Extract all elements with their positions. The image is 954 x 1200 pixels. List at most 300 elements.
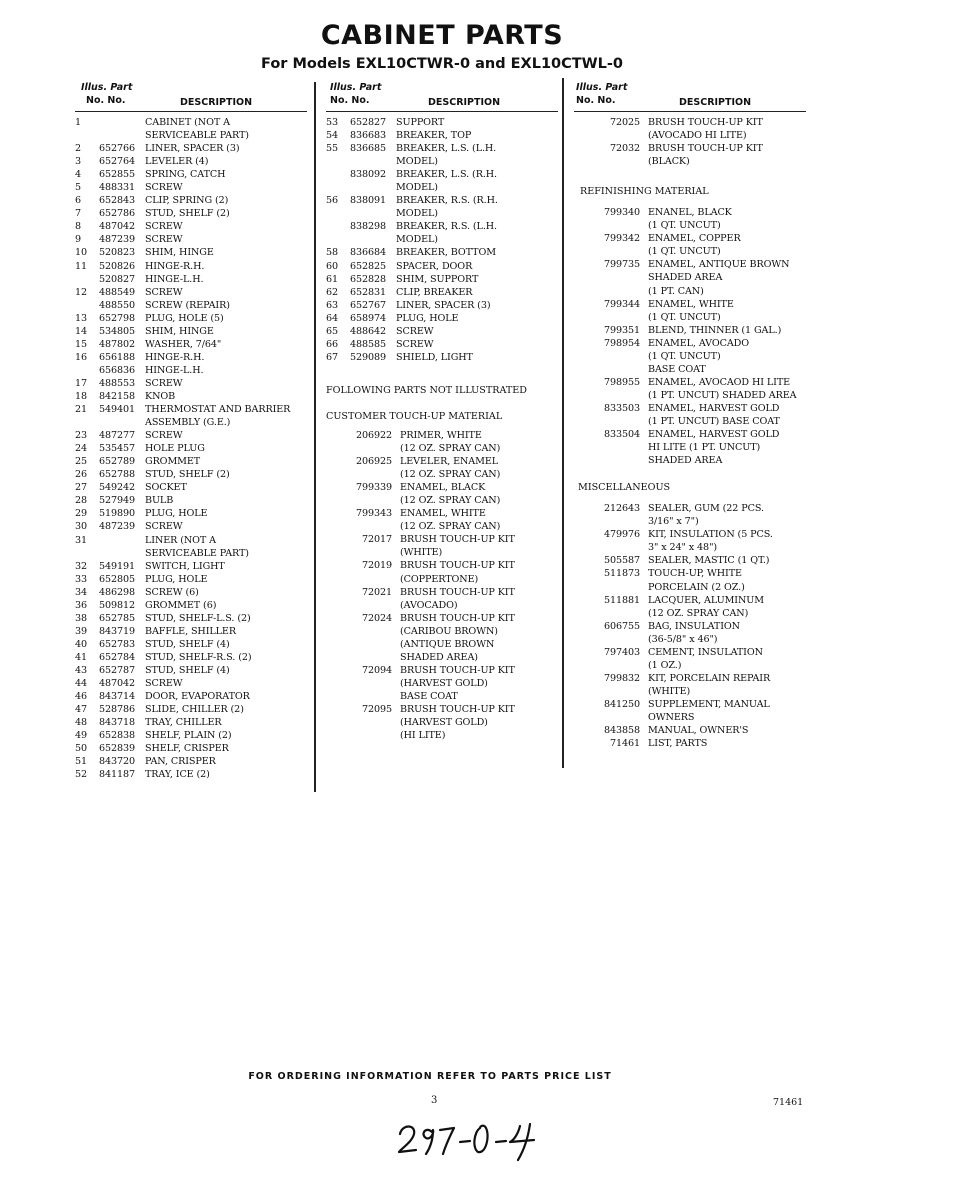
parts-list-item (574, 376, 806, 402)
illus-number: 65 (326, 325, 339, 337)
part-description-line: CEMENT, INSULATION (648, 646, 763, 658)
part-number: 797403 (603, 646, 640, 658)
part-description (648, 428, 779, 467)
parts-list-item (75, 455, 307, 468)
part-description (648, 594, 764, 620)
part-description-line: LACQUER, ALUMINUM (648, 594, 764, 606)
part-description (396, 246, 496, 259)
part-description-line: (HI LITE) (400, 730, 446, 742)
illus-number: 18 (75, 390, 88, 402)
part-number: 833504 (603, 429, 640, 441)
part-number: 212643 (603, 503, 640, 515)
column-header-row: No. No. DESCRIPTION (574, 95, 806, 112)
part-description (400, 455, 500, 481)
parts-list-item (574, 298, 806, 324)
part-number: 652825 (349, 260, 386, 272)
part-description-line: MANUAL, OWNER'S (648, 725, 749, 737)
document-number: 71461 (773, 1097, 804, 1108)
part-description (145, 312, 224, 325)
illus-number: 25 (75, 456, 88, 468)
part-description-line: ENAMEL, WHITE (648, 298, 734, 310)
parts-list-item (75, 573, 307, 586)
part-description (145, 481, 187, 494)
part-description (145, 390, 175, 403)
part-description-line: SCREW (145, 234, 183, 246)
part-description-line: (1 QT. UNCUT) (648, 220, 721, 232)
illus-number: 17 (75, 377, 88, 389)
illus-number: 67 (326, 351, 339, 363)
part-description (145, 299, 230, 312)
part-number: 479976 (603, 529, 640, 541)
illus-number: 13 (75, 312, 88, 324)
part-number: 652788 (98, 469, 135, 481)
part-description-line: (CARIBOU BROWN) (400, 625, 498, 637)
parts-list-item (75, 481, 307, 494)
part-number: 652766 (98, 143, 135, 155)
part-description-line: PLUG, HOLE (5) (145, 312, 224, 324)
part-description-line: BRUSH TOUCH-UP KIT (400, 703, 515, 715)
parts-list-item (574, 402, 806, 428)
parts-list-item (75, 442, 307, 455)
part-description (648, 116, 763, 142)
illus-number: 7 (75, 208, 82, 220)
parts-list-item (75, 260, 307, 273)
part-description-line: (HARVEST GOLD) (400, 677, 488, 689)
part-number: 652789 (98, 456, 135, 468)
parts-list-item (75, 560, 307, 573)
part-description (648, 206, 732, 232)
illus-number: 14 (75, 325, 88, 337)
parts-list-item (326, 533, 558, 559)
part-description-line: BAFFLE, SHILLER (145, 625, 236, 637)
part-description-line: BAG, INSULATION (648, 620, 740, 632)
part-description (145, 690, 250, 703)
part-description-line: ENAMEL, BLACK (400, 482, 486, 494)
part-description (400, 507, 500, 533)
part-description-line: SEALER, MASTIC (1 QT.) (648, 555, 770, 567)
parts-list-item (326, 507, 558, 533)
parts-list-item (75, 716, 307, 729)
part-number: 841187 (98, 769, 135, 781)
illus-number: 61 (326, 273, 339, 285)
part-number: 652784 (98, 651, 135, 663)
part-description (396, 338, 434, 351)
part-description-line: SHIM, SUPPORT (396, 273, 479, 285)
part-description-line: LEVELER, ENAMEL (400, 456, 499, 468)
part-description-line: KIT, PORCELAIN REPAIR (648, 672, 771, 684)
part-description-line: (WHITE) (648, 685, 691, 697)
illus-number: 41 (75, 651, 88, 663)
illus-number: 24 (75, 443, 88, 455)
part-number: 843719 (98, 625, 135, 637)
part-number: 836685 (349, 143, 386, 155)
part-description-line: SPACER, DOOR (396, 260, 473, 272)
parts-list-item (574, 528, 806, 554)
part-description (648, 554, 769, 567)
part-number: 652767 (349, 299, 386, 311)
part-description (400, 586, 515, 612)
part-description (400, 481, 500, 507)
part-description-line: (12 OZ. SPRAY CAN) (400, 443, 501, 455)
part-description-line: STUD, SHELF-L.S. (2) (145, 612, 251, 624)
part-number: 487277 (98, 430, 135, 442)
part-number: 838092 (349, 169, 386, 181)
illus-number: 29 (75, 508, 88, 520)
part-description (648, 376, 796, 402)
part-description-line: THERMOSTAT AND BARRIER (145, 404, 291, 416)
part-description-line: BRUSH TOUCH-UP KIT (400, 586, 515, 598)
part-description (400, 559, 515, 585)
part-description-line: SCREW (396, 325, 434, 337)
part-description (145, 612, 251, 625)
illus-number: 21 (75, 404, 88, 416)
illus-number: 28 (75, 495, 88, 507)
part-number: 206922 (355, 429, 392, 441)
part-description (145, 560, 225, 573)
part-description (648, 620, 740, 646)
part-description (145, 168, 225, 181)
part-description-line: HINGE-R.H. (145, 351, 205, 363)
part-number: 652805 (98, 573, 135, 585)
part-description-line: (1 QT. UNCUT) (648, 311, 721, 323)
part-description-line: HI LITE (1 PT. UNCUT) (648, 442, 761, 454)
part-description-line: BREAKER, BOTTOM (396, 247, 496, 259)
part-description (145, 429, 183, 442)
part-description-line: CLIP, BREAKER (396, 286, 473, 298)
part-description-line: (1 PT. UNCUT) SHADED AREA (648, 389, 797, 401)
part-description (145, 325, 214, 338)
part-description (648, 502, 764, 528)
part-number: 652831 (349, 286, 386, 298)
part-description (396, 116, 444, 129)
part-description-line: STUD, SHELF (2) (145, 469, 230, 481)
part-description (648, 698, 770, 724)
part-description (145, 286, 183, 299)
part-description (145, 716, 222, 729)
part-description (396, 299, 490, 312)
parts-list-item (574, 502, 806, 528)
part-description-line: (1 QT. UNCUT) (648, 246, 721, 258)
part-description-line: SHIELD, LIGHT (396, 351, 473, 363)
part-description-line: SHIM, HINGE (145, 325, 214, 337)
illus-number: 64 (326, 312, 339, 324)
part-description (145, 220, 183, 233)
part-description-line: (36-5/8" x 46") (648, 633, 718, 645)
column-header-illus-part: Illus. Part (576, 82, 628, 93)
part-number: 799340 (603, 207, 640, 219)
part-description (145, 468, 230, 481)
parts-list-item (574, 672, 806, 698)
part-description (396, 194, 498, 220)
part-description (145, 703, 244, 716)
illus-number: 51 (75, 756, 88, 768)
part-description (396, 220, 497, 246)
parts-list-item (75, 312, 307, 325)
part-number: 488549 (98, 286, 135, 298)
part-description-line: 3" x 24" x 48") (648, 542, 718, 554)
parts-list-item (574, 646, 806, 672)
part-number: 799832 (603, 672, 640, 684)
part-number: 72095 (361, 703, 392, 715)
part-number: 528786 (98, 704, 135, 716)
part-description-line: MODEL) (396, 208, 438, 220)
part-number: 71461 (609, 738, 640, 750)
part-description-line: PLUG, HOLE (396, 312, 459, 324)
part-description-line: SCREW (396, 338, 434, 350)
illus-number: 32 (75, 560, 88, 572)
parts-list-item (574, 142, 806, 168)
part-description (145, 442, 205, 455)
part-description (145, 520, 183, 533)
part-description (145, 664, 230, 677)
parts-list-item (326, 429, 558, 455)
part-description-line: BRUSH TOUCH-UP KIT (648, 143, 763, 155)
part-number: 652843 (98, 195, 135, 207)
illus-number: 31 (75, 534, 88, 546)
part-description (648, 324, 781, 337)
illus-number: 8 (75, 221, 82, 233)
parts-list-item (75, 116, 307, 142)
illus-number: 36 (75, 599, 88, 611)
parts-list-item (75, 507, 307, 520)
part-description-line: BLEND, THINNER (1 GAL.) (648, 324, 782, 336)
parts-list (574, 502, 806, 750)
part-description-line: SERVICEABLE PART) (145, 130, 249, 142)
part-description (648, 142, 763, 168)
parts-list (326, 116, 558, 364)
part-number: 843720 (98, 756, 135, 768)
parts-list (574, 206, 806, 467)
parts-list-item (326, 273, 558, 286)
parts-list-item (75, 286, 307, 299)
part-description-line: ENAMEL, COPPER (648, 233, 741, 245)
parts-list-item (75, 364, 307, 377)
part-description (648, 724, 748, 737)
part-description (396, 325, 434, 338)
part-description (145, 233, 183, 246)
parts-list-item (574, 116, 806, 142)
part-description-line: (1 PT. UNCUT) BASE COAT (648, 415, 780, 427)
part-description (145, 742, 229, 755)
part-number: 652783 (98, 638, 135, 650)
illus-number: 27 (75, 482, 88, 494)
part-description (400, 533, 515, 559)
part-description-line: (1 QT. UNCUT) (648, 350, 721, 362)
part-number: 799339 (355, 482, 392, 494)
part-number: 836683 (349, 130, 386, 142)
part-description (648, 567, 745, 593)
part-number: 487042 (98, 678, 135, 690)
column-header-row: No. No. DESCRIPTION (326, 95, 558, 112)
part-description-line: (1 PT. CAN) (648, 285, 704, 297)
part-description-line: GROMMET (145, 456, 201, 468)
part-description (145, 768, 210, 781)
part-description-line: ENANEL, BLACK (648, 207, 732, 219)
part-description-line: SWITCH, LIGHT (145, 560, 225, 572)
part-description-line: BRUSH TOUCH-UP KIT (400, 534, 515, 546)
part-description-line: (AVOCADO) (400, 599, 458, 611)
parts-list-item (574, 324, 806, 337)
part-number: 843858 (603, 725, 640, 737)
part-description-line: (BLACK) (648, 156, 690, 168)
parts-list-item (75, 468, 307, 481)
part-number: 72025 (609, 117, 640, 128)
part-description (145, 403, 290, 429)
column-divider-2 (562, 78, 564, 768)
part-description (396, 312, 458, 325)
parts-list-item (574, 554, 806, 567)
parts-list-item (326, 142, 558, 168)
part-description (400, 612, 515, 664)
part-number: 652855 (98, 169, 135, 181)
parts-list-item (574, 698, 806, 724)
part-number: 549191 (98, 560, 135, 572)
parts-list-item (574, 258, 806, 297)
parts-list-item (326, 612, 558, 664)
part-description-line: BULB (145, 495, 174, 507)
parts-list-item (574, 232, 806, 258)
column-divider-1 (314, 82, 316, 792)
part-number: 72021 (361, 586, 392, 598)
ordering-information-note: FOR ORDERING INFORMATION REFER TO PARTS PRICE LIST (248, 1071, 612, 1082)
illus-number: 63 (326, 299, 339, 311)
part-number: 487802 (98, 338, 135, 350)
part-description (145, 207, 230, 220)
part-description (648, 672, 770, 698)
part-description-line: WASHER, 7/64" (145, 338, 222, 350)
parts-list-item (75, 181, 307, 194)
part-number: 505587 (603, 555, 640, 567)
part-description (648, 646, 763, 672)
part-description (145, 116, 249, 142)
part-description (145, 534, 249, 560)
part-description-line: PRIMER, WHITE (400, 429, 482, 441)
part-description-line: SCREW (145, 221, 183, 233)
part-description-line: (HARVEST GOLD) (400, 717, 488, 729)
part-description (648, 258, 789, 297)
illus-number: 2 (75, 143, 82, 155)
parts-list-item (574, 206, 806, 232)
part-description-line: LEVELER (4) (145, 156, 209, 168)
part-description-line: SCREW (145, 521, 183, 533)
part-description-line: STUD, SHELF (2) (145, 208, 230, 220)
part-number: 652828 (349, 273, 386, 285)
parts-list-item (75, 233, 307, 246)
parts-list-item (75, 768, 307, 781)
part-description (145, 729, 232, 742)
parts-list-item (75, 612, 307, 625)
parts-list-item (75, 429, 307, 442)
parts-list-item (75, 220, 307, 233)
part-description (145, 260, 204, 273)
part-description-line: (COPPERTONE) (400, 573, 479, 585)
part-description-line: PAN, CRISPER (145, 756, 216, 768)
parts-list-item (326, 325, 558, 338)
parts-list-item (75, 586, 307, 599)
parts-list-item (326, 455, 558, 481)
column-header-illus-part: Illus. Part (330, 82, 382, 93)
illus-number: 1 (75, 117, 82, 128)
part-description (648, 402, 780, 428)
parts-list-item (326, 246, 558, 259)
illus-number: 12 (75, 286, 88, 298)
parts-list (326, 429, 558, 742)
parts-list-item (326, 586, 558, 612)
part-number: 527949 (98, 495, 135, 507)
part-description-line: SLIDE, CHILLER (2) (145, 704, 244, 716)
parts-list-item (326, 312, 558, 325)
section-heading-not-illustrated: FOLLOWING PARTS NOT ILLUSTRATED (326, 384, 527, 396)
part-number: 799342 (603, 233, 640, 245)
section-heading-refinishing: REFINISHING MATERIAL (580, 186, 709, 198)
part-number: 606755 (603, 620, 640, 632)
illus-number: 46 (75, 691, 88, 703)
part-description-line: LINER (NOT A (145, 534, 217, 546)
part-description (396, 129, 471, 142)
part-number: 798955 (603, 376, 640, 388)
part-number: 72019 (361, 560, 392, 572)
part-description-line: LIST, PARTS (648, 738, 708, 750)
illus-number: 26 (75, 469, 88, 481)
part-description-line: OWNERS (648, 711, 695, 723)
parts-list-item (574, 428, 806, 467)
part-number: 487239 (98, 521, 135, 533)
part-number: 520826 (98, 260, 135, 272)
parts-list-item (75, 390, 307, 403)
illus-number: 33 (75, 573, 88, 585)
part-description-line: (WHITE) (400, 547, 443, 559)
illus-number: 23 (75, 430, 88, 442)
parts-column-1 (75, 82, 307, 781)
part-number: 652798 (98, 312, 135, 324)
part-number: 799343 (355, 508, 392, 520)
part-description-line: BREAKER, L.S. (L.H. (396, 143, 497, 155)
part-description-line: MODEL) (396, 156, 438, 168)
part-description-line: ENAMEL, AVOCADO (648, 337, 750, 349)
parts-list-item (75, 194, 307, 207)
part-number: 652839 (98, 743, 135, 755)
part-description (396, 273, 478, 286)
illus-number: 49 (75, 730, 88, 742)
part-description-line: CABINET (NOT A (145, 117, 230, 128)
part-description (145, 507, 207, 520)
parts-list-item (75, 273, 307, 286)
parts-list-item (75, 338, 307, 351)
illus-number: 66 (326, 338, 339, 350)
parts-list-item (326, 260, 558, 273)
illus-number: 5 (75, 182, 82, 194)
part-description-line: BRUSH TOUCH-UP KIT (400, 664, 515, 676)
part-number: 843714 (98, 691, 135, 703)
part-description (145, 377, 183, 390)
part-description-line: SUPPORT (396, 117, 445, 128)
illus-number: 34 (75, 586, 88, 598)
part-number: 549401 (98, 404, 135, 416)
part-description-line: SERVICEABLE PART) (145, 547, 249, 559)
part-description-line: SCREW (6) (145, 586, 199, 598)
part-description (145, 351, 204, 364)
illus-number: 10 (75, 247, 88, 259)
parts-list-item (326, 168, 558, 194)
page-subtitle: For Models EXL10CTWR-0 and EXL10CTWL-0 (261, 56, 623, 72)
parts-list-item (75, 403, 307, 429)
parts-list-item (75, 494, 307, 507)
parts-list-item (75, 677, 307, 690)
part-description-line: PORCELAIN (2 OZ.) (648, 581, 745, 593)
parts-list-item (75, 742, 307, 755)
parts-list (574, 116, 806, 168)
part-description-line: BRUSH TOUCH-UP KIT (648, 117, 763, 128)
